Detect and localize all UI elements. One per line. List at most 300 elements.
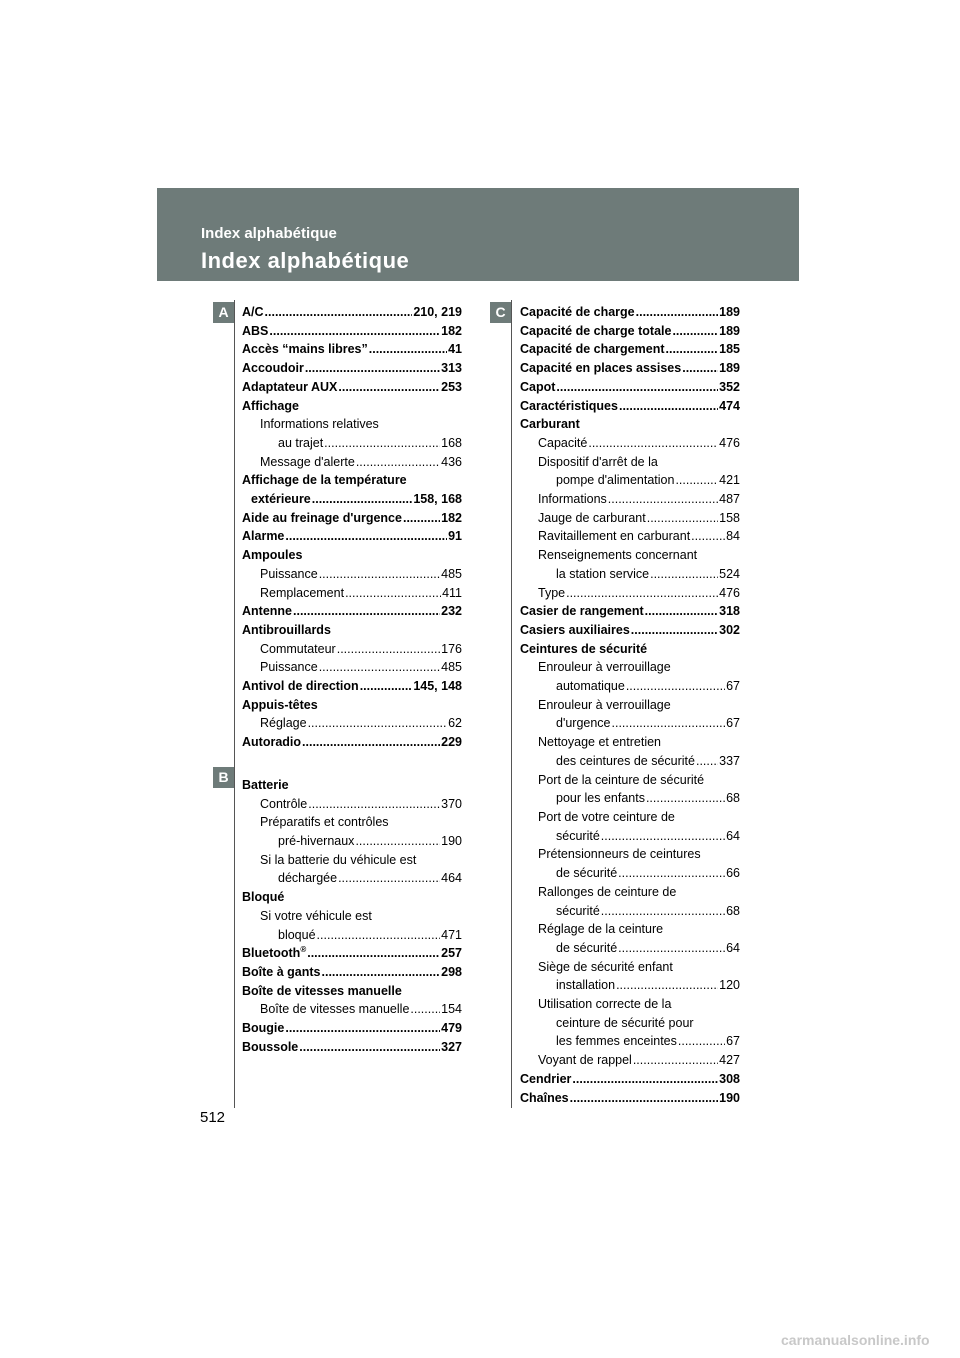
entry-term-text: d'urgence xyxy=(556,716,611,731)
entry-term xyxy=(556,677,625,696)
index-entry xyxy=(520,976,740,995)
entry-term-text: Rallonges de ceinture de xyxy=(538,884,677,899)
entry-term-text: Antivol de direction xyxy=(242,679,359,694)
index-entry xyxy=(242,340,462,359)
entry-term-text: Capot xyxy=(520,379,556,394)
index-entry xyxy=(520,602,740,621)
entry-term-text: Enrouleur à verrouillage xyxy=(538,660,671,675)
dot-leader xyxy=(319,565,440,584)
index-entry xyxy=(242,1019,462,1038)
entry-term xyxy=(242,527,284,546)
entry-term-text: Ceintures de sécurité xyxy=(520,641,648,656)
entry-term-text: Informations xyxy=(538,492,607,507)
entry-term-text: Batterie xyxy=(242,777,289,792)
entry-page-number: 190 xyxy=(719,1090,740,1105)
entry-page-number: 427 xyxy=(719,1053,740,1068)
dot-leader xyxy=(646,789,725,808)
index-heading xyxy=(520,883,740,902)
entry-page-number: 485 xyxy=(441,660,462,675)
entry-term xyxy=(520,397,618,416)
entry-term-text: Aide au freinage d'urgence xyxy=(242,510,402,525)
entry-term-text: déchargée xyxy=(278,871,338,886)
index-entry xyxy=(242,378,462,397)
entry-term-text: Bluetooth xyxy=(242,946,301,961)
entry-term-text: Nettoyage et entretien xyxy=(538,735,661,750)
entry-page-number: 62 xyxy=(448,716,462,731)
dot-leader xyxy=(305,359,440,378)
index-entry xyxy=(242,640,462,659)
entry-term xyxy=(520,359,681,378)
entry-term-text: Boîte à gants xyxy=(242,964,321,979)
entry-term xyxy=(556,1032,677,1051)
entry-term xyxy=(556,714,611,733)
entry-page-number: 91 xyxy=(448,529,462,544)
entry-term xyxy=(538,527,690,546)
entry-page-number: 66 xyxy=(726,866,740,881)
entry-term-text: Port de votre ceinture de xyxy=(538,809,675,824)
registered-mark: ® xyxy=(300,945,307,955)
entry-term-text: Voyant de rappel xyxy=(538,1053,632,1068)
entry-term xyxy=(556,864,617,883)
index-entry xyxy=(520,527,740,546)
entry-term-text: ceinture de sécurité pour xyxy=(556,1015,694,1030)
entry-term-text: Capacité xyxy=(538,435,588,450)
dot-leader xyxy=(601,827,725,846)
entry-term xyxy=(556,902,600,921)
entry-term xyxy=(538,735,661,749)
entry-term-text: sécurité xyxy=(556,903,600,918)
entry-term xyxy=(242,963,321,982)
entry-term-text: Boussole xyxy=(242,1039,299,1054)
entry-page-number: 154 xyxy=(441,1002,462,1017)
entry-term-text: Affichage xyxy=(242,398,299,413)
entry-page-number: 474 xyxy=(719,398,740,413)
entry-term xyxy=(260,909,372,923)
dot-leader xyxy=(691,527,725,546)
index-column-right xyxy=(520,303,740,1107)
dot-leader xyxy=(678,1032,725,1051)
index-heading xyxy=(242,851,462,870)
entry-term xyxy=(520,417,580,431)
entry-term-text: Remplacement xyxy=(260,585,345,600)
index-heading xyxy=(520,658,740,677)
index-heading xyxy=(242,546,462,565)
entry-page-number: 189 xyxy=(719,323,740,338)
entry-page-number: 210, 219 xyxy=(413,305,462,319)
entry-page-number: 257 xyxy=(441,946,462,961)
index-entry xyxy=(520,471,740,490)
dot-leader xyxy=(616,976,718,995)
entry-term xyxy=(242,303,264,322)
entry-term-text: pour les enfants xyxy=(556,791,645,806)
dot-leader xyxy=(410,1000,440,1019)
entry-term-text: Cendrier xyxy=(520,1071,572,1086)
entry-term xyxy=(242,473,407,487)
entry-page-number: 421 xyxy=(719,473,740,488)
entry-term xyxy=(260,853,416,867)
entry-term xyxy=(538,922,663,936)
entry-page-number: 168 xyxy=(441,435,462,450)
entry-term-text: Réglage de la ceinture xyxy=(538,922,664,937)
dot-leader xyxy=(299,1038,440,1057)
index-heading xyxy=(242,397,462,416)
entry-term-text: automatique xyxy=(556,679,625,694)
entry-term-text: installation xyxy=(556,978,616,993)
entry-term xyxy=(260,565,318,584)
index-entry xyxy=(242,453,462,472)
dot-leader xyxy=(566,584,718,603)
index-entry xyxy=(520,677,740,696)
entry-page-number: 68 xyxy=(726,903,740,918)
entry-page-number: 158 xyxy=(719,510,740,525)
dot-leader xyxy=(612,714,726,733)
index-entry xyxy=(242,926,462,945)
letter-marker-b: B xyxy=(213,767,234,788)
entry-term-text: Puissance xyxy=(260,660,318,675)
entry-term xyxy=(278,869,337,888)
entry-term xyxy=(260,815,389,829)
entry-term-text: Type xyxy=(538,585,566,600)
entry-page-number: 68 xyxy=(726,791,740,806)
entry-term xyxy=(242,548,302,562)
index-entry xyxy=(520,509,740,528)
index-entry xyxy=(520,565,740,584)
dot-leader xyxy=(666,340,719,359)
entry-term-text: pompe d'alimentation xyxy=(556,473,675,488)
entry-term-text: Si votre véhicule est xyxy=(260,908,372,923)
dot-leader xyxy=(601,902,725,921)
entry-term xyxy=(520,322,671,341)
dot-leader xyxy=(618,939,725,958)
entry-term-text: Accès “mains libres” xyxy=(242,342,368,357)
entry-page-number: 308 xyxy=(719,1071,740,1086)
letter-marker-c: C xyxy=(490,302,511,323)
index-entry xyxy=(520,864,740,883)
entry-page-number: 145, 148 xyxy=(413,679,462,694)
entry-page-number: 176 xyxy=(441,641,462,656)
index-heading xyxy=(520,415,740,434)
entry-page-number: 352 xyxy=(719,379,740,394)
entry-term xyxy=(260,658,318,677)
entry-term xyxy=(260,640,336,659)
dot-leader xyxy=(570,1089,719,1108)
entry-term-text: Enrouleur à verrouillage xyxy=(538,697,671,712)
entry-term-text: Ravitaillement en carburant xyxy=(538,529,691,544)
index-heading xyxy=(520,920,740,939)
entry-page-number: 158, 168 xyxy=(413,492,462,507)
entry-term-text: Si la batterie du véhicule est xyxy=(260,852,417,867)
entry-page-number: 84 xyxy=(726,529,740,544)
entry-page-number: 67 xyxy=(726,1034,740,1049)
index-entry xyxy=(520,902,740,921)
entry-term xyxy=(538,584,565,603)
entry-term-text: Appuis-têtes xyxy=(242,697,318,712)
index-entry xyxy=(520,434,740,453)
entry-term xyxy=(538,455,658,469)
dot-leader xyxy=(285,1019,440,1038)
entry-term-text: Réglage xyxy=(260,716,307,731)
index-entry xyxy=(242,602,462,621)
dot-leader xyxy=(403,509,440,528)
dot-leader xyxy=(319,658,440,677)
entry-term xyxy=(538,1051,632,1070)
entry-term-text: Informations relatives xyxy=(260,417,379,432)
dot-leader xyxy=(618,864,725,883)
index-heading xyxy=(242,621,462,640)
entry-term-text: de sécurité xyxy=(556,940,618,955)
entry-term xyxy=(538,660,671,674)
entry-page-number: 318 xyxy=(719,604,740,619)
entry-term xyxy=(242,322,268,341)
index-entry xyxy=(242,795,462,814)
index-entry xyxy=(520,939,740,958)
entry-term-text: Port de la ceinture de sécurité xyxy=(538,772,705,787)
entry-term-text: Siège de sécurité enfant xyxy=(538,959,673,974)
index-entry xyxy=(242,359,462,378)
entry-term-text: Affichage de la température xyxy=(242,473,407,488)
index-entry xyxy=(520,490,740,509)
entry-page-number: 337 xyxy=(719,753,740,768)
entry-term xyxy=(242,698,318,712)
entry-page-number: 485 xyxy=(441,566,462,581)
index-heading xyxy=(520,958,740,977)
dot-leader xyxy=(337,640,440,659)
entry-term xyxy=(538,773,704,787)
index-entry xyxy=(242,714,462,733)
index-entry xyxy=(242,944,462,963)
dot-leader xyxy=(355,832,440,851)
entry-term xyxy=(242,984,402,998)
index-entry xyxy=(242,584,462,603)
entry-term-text: Capacité en places assises xyxy=(520,361,682,376)
entry-term-text: Puissance xyxy=(260,566,318,581)
index-entry xyxy=(242,527,462,546)
dot-leader xyxy=(647,509,718,528)
index-entry xyxy=(520,378,740,397)
entry-term xyxy=(242,1038,298,1057)
entry-term-text: Chaînes xyxy=(520,1090,569,1105)
entry-term-text: les femmes enceintes xyxy=(556,1034,677,1049)
index-heading xyxy=(242,471,462,490)
entry-term xyxy=(242,359,304,378)
entry-term xyxy=(556,1016,694,1030)
index-heading xyxy=(242,696,462,715)
entry-page-number: 64 xyxy=(726,940,740,955)
page-header xyxy=(157,188,799,281)
index-entry xyxy=(242,677,462,696)
entry-page-number: 189 xyxy=(719,361,740,376)
entry-term-text: Préparatifs et contrôles xyxy=(260,815,389,830)
entry-term-text: bloqué xyxy=(278,927,316,942)
index-entry xyxy=(242,509,462,528)
entry-term xyxy=(520,1089,569,1108)
dot-leader xyxy=(308,795,440,814)
entry-term xyxy=(556,976,615,995)
entry-term xyxy=(520,303,635,322)
entry-page-number: 253 xyxy=(441,379,462,394)
entry-term xyxy=(556,789,645,808)
index-entry xyxy=(242,1038,462,1057)
entry-term xyxy=(556,752,695,771)
index-entry xyxy=(520,789,740,808)
entry-page-number: 67 xyxy=(726,716,740,731)
entry-page-number: 370 xyxy=(441,796,462,811)
entry-term xyxy=(538,810,675,824)
index-entry xyxy=(242,322,462,341)
index-column-left xyxy=(242,303,462,1056)
entry-page-number: 327 xyxy=(441,1039,462,1054)
index-entry xyxy=(242,658,462,677)
index-entry xyxy=(520,359,740,378)
dot-leader xyxy=(307,944,440,963)
entry-term-text: au trajet xyxy=(278,435,324,450)
entry-page-number: 64 xyxy=(726,828,740,843)
index-entry xyxy=(520,340,740,359)
entry-term xyxy=(242,378,337,397)
index-entry xyxy=(520,303,740,322)
entry-term xyxy=(260,453,355,472)
entry-term-text: la station service xyxy=(556,566,650,581)
dot-leader xyxy=(269,322,440,341)
dot-leader xyxy=(636,303,719,322)
entry-page-number: 436 xyxy=(441,454,462,469)
dot-leader xyxy=(631,621,718,640)
dot-leader xyxy=(696,752,718,771)
index-heading xyxy=(242,982,462,1001)
entry-term xyxy=(242,509,402,528)
entry-term-text: Renseignements concernant xyxy=(538,548,698,563)
entry-page-number: 41 xyxy=(448,342,462,357)
entry-page-number: 302 xyxy=(719,622,740,637)
dot-leader xyxy=(650,565,718,584)
entry-term xyxy=(260,584,344,603)
index-heading xyxy=(520,733,740,752)
entry-term-text: Casier de rangement xyxy=(520,604,644,619)
entry-term xyxy=(538,548,697,562)
letter-marker-a: A xyxy=(213,302,234,323)
dot-leader xyxy=(285,527,447,546)
dot-leader xyxy=(356,453,440,472)
index-heading xyxy=(520,845,740,864)
entry-term xyxy=(278,832,354,851)
index-heading xyxy=(520,771,740,790)
entry-term-text: Capacité de charge xyxy=(520,305,635,319)
entry-term-text: Adaptateur AUX xyxy=(242,379,338,394)
entry-term xyxy=(520,602,644,621)
index-heading xyxy=(520,453,740,472)
dot-leader xyxy=(588,434,718,453)
dot-leader xyxy=(265,303,413,322)
header-title: Index alphabétique xyxy=(201,248,410,273)
entry-term xyxy=(520,340,665,359)
entry-term-text: Alarme xyxy=(242,529,285,544)
column-divider-left xyxy=(234,300,235,1108)
entry-term-text: Capacité de chargement xyxy=(520,342,665,357)
entry-term-text: Jauge de carburant xyxy=(538,510,646,525)
entry-term-text: Antibrouillards xyxy=(242,622,331,637)
entry-term xyxy=(520,1070,571,1089)
index-heading xyxy=(520,640,740,659)
entry-term xyxy=(538,490,607,509)
index-entry xyxy=(520,584,740,603)
entry-term-text: Accoudoir xyxy=(242,361,304,376)
index-entry xyxy=(520,1089,740,1108)
header-subtitle: Index alphabétique xyxy=(201,225,337,242)
page-number: 512 xyxy=(200,1109,226,1126)
dot-leader xyxy=(317,926,441,945)
dot-leader xyxy=(302,733,440,752)
entry-term xyxy=(242,340,368,359)
entry-term xyxy=(538,885,676,899)
entry-term xyxy=(242,399,299,413)
entry-page-number: 411 xyxy=(442,585,462,600)
entry-page-number: 182 xyxy=(441,323,462,338)
dot-leader xyxy=(675,471,718,490)
index-entry xyxy=(242,434,462,453)
index-entry xyxy=(242,565,462,584)
entry-page-number: 190 xyxy=(441,833,462,848)
entry-term xyxy=(556,565,649,584)
entry-term-text: A/C xyxy=(242,305,264,319)
entry-term xyxy=(538,698,671,712)
entry-term xyxy=(242,890,284,904)
entry-term-text: des ceintures de sécurité xyxy=(556,753,695,768)
entry-page-number: 464 xyxy=(441,871,462,886)
index-heading xyxy=(520,1014,740,1033)
index-entry xyxy=(242,869,462,888)
entry-term-text: Ampoules xyxy=(242,548,303,563)
index-heading xyxy=(520,995,740,1014)
entry-term-text: Carburant xyxy=(520,417,580,432)
entry-term xyxy=(242,944,306,963)
entry-term-text: Antenne xyxy=(242,604,292,619)
entry-term-text: pré-hivernaux xyxy=(278,833,355,848)
entry-term-text: extérieure xyxy=(251,492,311,507)
index-entry xyxy=(520,752,740,771)
index-entry xyxy=(520,1051,740,1070)
entry-page-number: 524 xyxy=(719,566,740,581)
entry-page-number: 120 xyxy=(719,978,740,993)
entry-term-text: Dispositif d'arrêt de la xyxy=(538,454,658,469)
entry-term xyxy=(538,847,701,861)
entry-page-number: 476 xyxy=(719,435,740,450)
entry-term-text: Bloqué xyxy=(242,890,285,905)
entry-term xyxy=(242,1019,284,1038)
entry-page-number: 185 xyxy=(719,342,740,357)
index-heading xyxy=(520,808,740,827)
dot-leader xyxy=(619,397,718,416)
index-heading xyxy=(520,696,740,715)
entry-term xyxy=(260,417,379,431)
entry-term-text: Autoradio xyxy=(242,735,302,750)
entry-term xyxy=(538,960,673,974)
watermark: carmanualsonline.info xyxy=(781,1332,930,1348)
index-entry xyxy=(242,303,462,322)
entry-term xyxy=(538,509,646,528)
entry-term xyxy=(538,434,587,453)
entry-page-number: 313 xyxy=(441,361,462,376)
entry-page-number: 189 xyxy=(719,305,740,319)
entry-page-number: 487 xyxy=(719,492,740,507)
entry-term xyxy=(520,378,555,397)
dot-leader xyxy=(345,584,441,603)
index-entry xyxy=(520,827,740,846)
entry-term-text: Contrôle xyxy=(260,796,308,811)
entry-page-number: 229 xyxy=(441,735,462,750)
dot-leader xyxy=(338,869,440,888)
entry-term xyxy=(242,623,331,637)
entry-term-text: de sécurité xyxy=(556,866,618,881)
